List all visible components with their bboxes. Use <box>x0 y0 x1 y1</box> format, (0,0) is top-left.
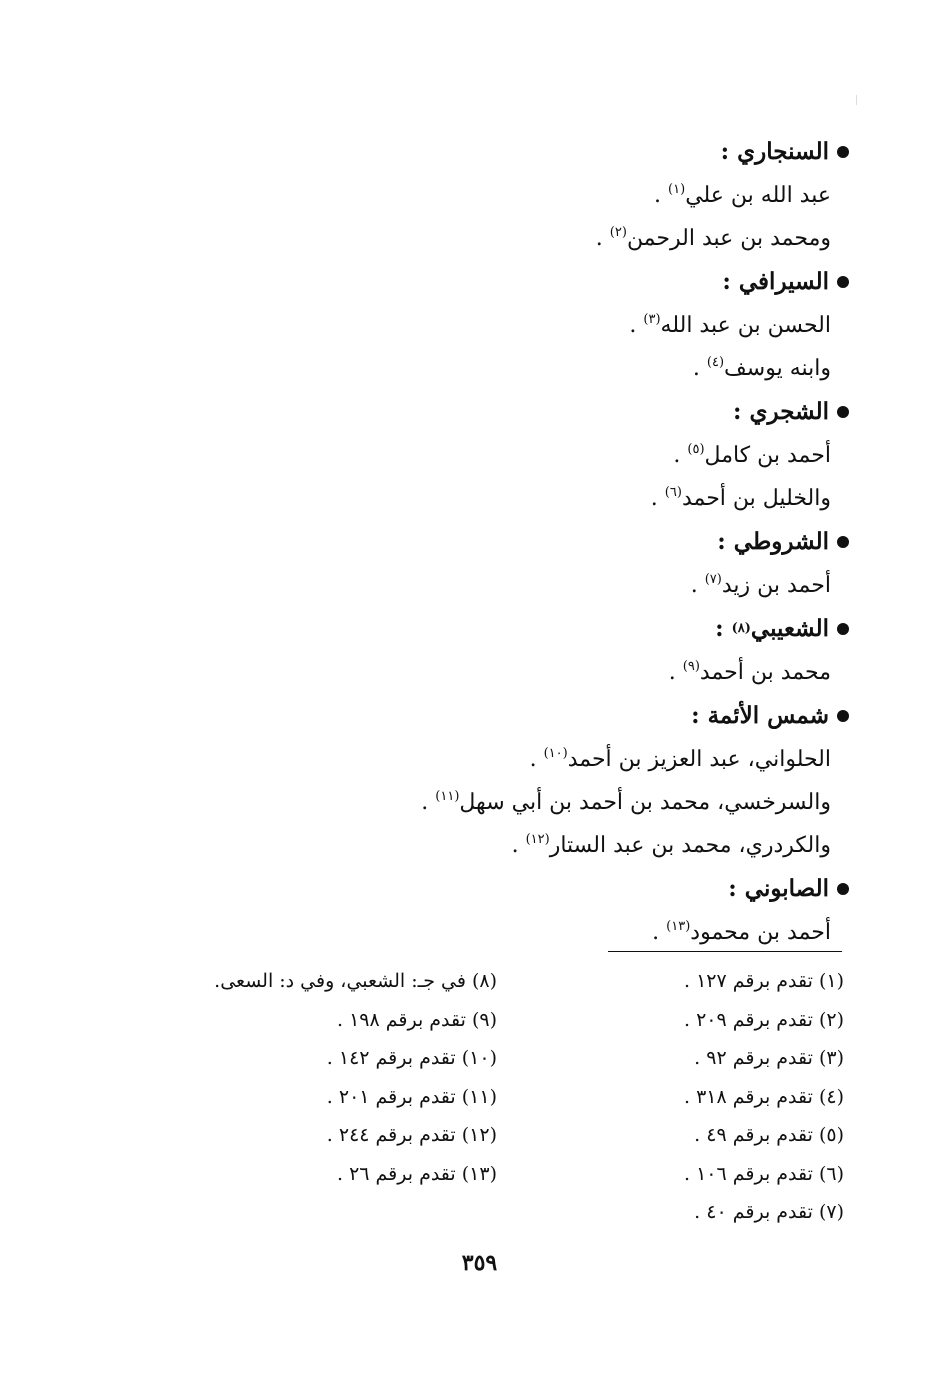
nisba-heading: الشعيبي (٨) : <box>229 607 849 651</box>
nisba-heading-text: الشروطي <box>733 528 829 555</box>
line-period: . <box>673 443 688 468</box>
nisba-heading <box>229 694 849 738</box>
nisba-heading <box>229 520 849 564</box>
line-period: . <box>529 747 544 772</box>
footnote: (٨) في جـ: الشعبي، وفي د: السعى. <box>214 970 497 992</box>
bullet-icon <box>837 276 849 288</box>
person-name: والسرخسي، محمد بن أحمد بن أبي سهل <box>459 790 831 815</box>
nisba-entry <box>229 390 849 520</box>
person-name: الحسن بن عبد الله <box>660 313 831 338</box>
nisba-entry <box>229 867 849 954</box>
line-period: . <box>652 920 667 945</box>
footnote: (٧) تقدم برقم ٤٠ . <box>694 1201 844 1223</box>
page-number: ٣٥٩ <box>461 1250 498 1276</box>
footnote: (١٠) تقدم برقم ١٤٢ . <box>326 1047 497 1069</box>
footnote-ref: (٤) <box>706 355 725 370</box>
name-line <box>229 174 849 217</box>
footnote-ref: (٣) <box>643 312 661 327</box>
nisba-heading <box>229 130 849 174</box>
person-name: والخليل بن أحمد <box>681 486 831 511</box>
person-name: عبد الله بن علي <box>685 183 831 208</box>
footnote: (١١) تقدم برقم ٢٠١ . <box>326 1085 497 1108</box>
heading-colon: : <box>733 398 750 425</box>
name-line <box>229 217 849 260</box>
nisba-entry <box>229 130 849 260</box>
nisba-heading-text: الشجري <box>749 398 829 425</box>
heading-colon: : <box>715 615 732 642</box>
name-line <box>229 824 849 867</box>
name-line <box>229 651 849 694</box>
line-period: . <box>629 313 644 338</box>
heading-colon: : <box>722 268 739 295</box>
name-line <box>229 477 849 520</box>
nisba-heading-text: شمس الأئمة <box>707 702 829 729</box>
footnote-ref: (١١) <box>435 789 460 804</box>
footnote: (١٣) تقدم برقم ٢٦ . <box>336 1162 497 1185</box>
footnote-ref: (١) <box>668 182 686 197</box>
footnote-ref: (١٢) <box>525 832 550 847</box>
bullet-icon <box>837 623 849 635</box>
line-period: . <box>421 790 436 815</box>
line-period: . <box>654 183 669 208</box>
main-text <box>229 130 849 954</box>
person-name: أحمد بن محمود <box>690 920 831 945</box>
heading-colon: : <box>728 875 745 902</box>
nisba-heading-text: الشعيبي <box>750 615 829 642</box>
nisba-heading-text: السيرافي <box>738 268 829 295</box>
bullet-icon <box>837 536 849 548</box>
person-name: أحمد بن زيد <box>721 573 831 598</box>
nisba-entry <box>229 694 849 867</box>
line-period: . <box>692 356 707 381</box>
page-edge-mark <box>856 95 857 105</box>
line-period: . <box>511 833 526 858</box>
footnote: (٤) تقدم برقم ٣١٨ . <box>683 1085 844 1108</box>
footnote-ref: (٦) <box>664 485 682 500</box>
name-line <box>229 434 849 477</box>
heading-colon: : <box>720 138 738 165</box>
footnote-ref: (٢) <box>609 225 627 240</box>
bullet-icon <box>837 883 849 895</box>
footnote: (٣) تقدم برقم ٩٢ . <box>694 1047 844 1069</box>
footnote-ref: (٧) <box>704 572 722 587</box>
nisba-entry <box>229 520 849 607</box>
nisba-heading <box>229 260 849 304</box>
footnote-ref: (١٠) <box>543 746 568 761</box>
footnote: (١٢) تقدم برقم ٢٤٤ . <box>326 1124 497 1146</box>
nisba-heading <box>229 390 849 434</box>
footnote: (٢) تقدم برقم ٢٠٩ . <box>683 1008 844 1031</box>
person-name: وابنه يوسف <box>724 356 831 381</box>
name-line <box>229 781 849 824</box>
footnote: (٥) تقدم برقم ٤٩ . <box>694 1124 844 1146</box>
line-period: . <box>668 660 683 685</box>
footnotes-left-column <box>97 962 497 1193</box>
footnote-ref: (١٣) <box>666 919 691 934</box>
footnote-ref: (٥) <box>687 442 705 457</box>
name-line <box>229 564 849 607</box>
bullet-icon <box>837 406 849 418</box>
footnote: (٩) تقدم برقم ١٩٨ . <box>336 1008 497 1031</box>
person-name: والكردري، محمد بن عبد الستار <box>549 833 831 858</box>
person-name: محمد بن أحمد <box>699 660 831 685</box>
name-line <box>229 738 849 781</box>
name-line <box>229 347 849 390</box>
nisba-entry <box>229 607 849 694</box>
heading-colon: : <box>717 528 734 555</box>
name-line <box>229 911 849 954</box>
footnotes-right-column <box>544 962 844 1232</box>
footnote-separator <box>608 951 842 952</box>
bullet-icon <box>837 146 849 158</box>
person-name: الحلواني، عبد العزيز بن أحمد <box>567 747 831 772</box>
name-line <box>229 304 849 347</box>
line-period: . <box>595 226 610 251</box>
line-period: . <box>690 573 705 598</box>
person-name: أحمد بن كامل <box>704 443 831 468</box>
footnote: (٦) تقدم برقم ١٠٦ . <box>683 1162 844 1185</box>
person-name: ومحمد بن عبد الرحمن <box>626 226 831 251</box>
heading-colon: : <box>691 702 708 729</box>
footnote: (١) تقدم برقم ١٢٧ . <box>683 970 844 992</box>
bullet-icon <box>837 710 849 722</box>
nisba-entry <box>229 260 849 390</box>
footnote-ref: (٩) <box>682 659 700 674</box>
line-period: . <box>650 486 665 511</box>
nisba-heading <box>229 867 849 911</box>
nisba-heading-text: السنجاري <box>737 138 829 165</box>
nisba-heading-text: الصابوني <box>744 875 829 902</box>
